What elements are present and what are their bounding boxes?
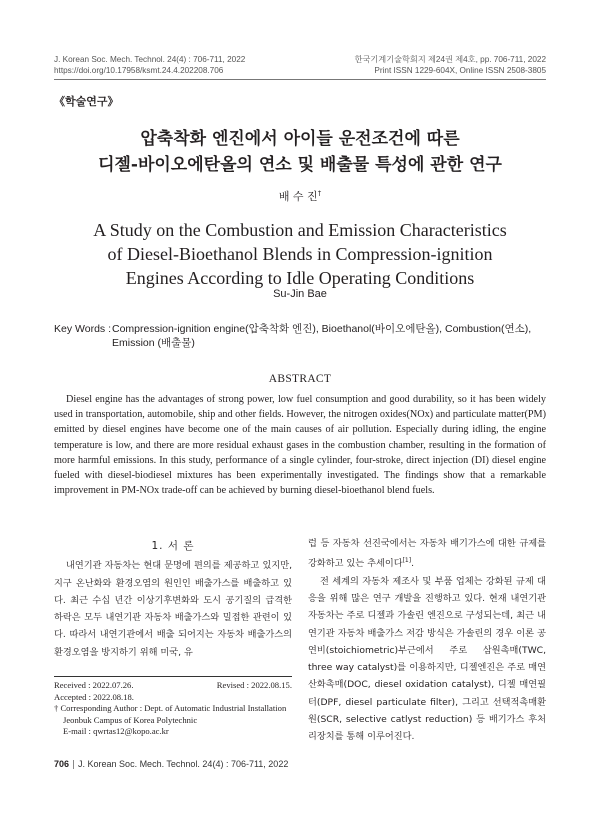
korean-journal-citation: 한국기계기술학회지 제24권 제4호, pp. 706-711, 2022 [354, 55, 546, 64]
paragraph-end: . [411, 558, 415, 570]
corresponding-author: † Corresponding Author : Dept. of Automatic Industrial Installation [54, 703, 287, 713]
body-paragraph: 전 세계의 자동차 제조사 및 부품 업체는 강화된 규제 대응을 위해 많은 연구 개발을 진행하고 있다. 현재 내연기관 자동차는 주로 디젤과 가솔린 엔진으로 구성되는데, 최근 내연기관 자동차 배출가스 저감 방식은 가솔린의 경우 이론 공연비(stoichiometric)부근에서 주로 삼원촉매(TWC, three way catalyst)를 이용하지만, 디젤엔진은 주로 매연 산화촉매(DOC, diesel oxidation catalyst), 디젤 매연필터(DPF, diesel particulate filter), 그리고 선택적촉매환원(SCR, selective catlyst reduction) 등 배기가스 후처리장치를 통해 이루어진다. [308, 575, 546, 743]
issn-line: Print ISSN 1229-604X, Online ISSN 2508-3805 [374, 66, 546, 75]
paragraph-text: 럽 등 자동차 선진국에서는 자동차 배기가스에 대한 규제를 강화하고 있는 추세이다 [308, 538, 546, 570]
keywords-text: Compression-ignition engine(압축착화 엔진), Bioethanol(바이오에탄올), Combustion(연소), Emission (배출물) [112, 323, 532, 349]
english-title-line-3: Engines According to Idle Operating Conditions [125, 268, 475, 288]
korean-title-line-1: 압축착화 엔진에서 아이들 운전조건에 따른 [140, 129, 460, 149]
revised-date: Revised : 2022.08.15. [216, 680, 292, 690]
footnote-block [54, 680, 292, 738]
dates-row [54, 680, 292, 692]
korean-title [40, 126, 560, 178]
abstract-text: Diesel engine has the advantages of strong power, low fuel consumption and good durability, so it has been widely used in transportation, automobile, ship and other fields. However, the nitrogen oxides(NOx) and particulate matter(PM) emitted by diesel engines have become one of the main causes of air pollution. Especially during idling, the engine temperature is low, and there are more residual exhaust gases in the combustion chamber, resulting in the formation of more harmful emissions. In this study, performance of a single cylinder, four-stroke, direct injection (DI) diesel engine fueled with diesel-biodiesel mixtures has been experimentally investigated. The findings show that a remarkable improvement in PM-NOx trade-off can be achieved by burning diesel-bioethanol blend fuels. [54, 394, 546, 497]
journal-citation: J. Korean Soc. Mech. Technol. 24(4) : 706-711, 2022 [54, 55, 246, 64]
accepted-date: Accepted : 2022.08.18. [54, 691, 134, 702]
body-column-right [308, 535, 546, 746]
korean-author [0, 188, 600, 204]
author-email[interactable]: E-mail : qwrtas12@kopo.ac.kr [63, 726, 169, 736]
english-title-line-2: of Diesel-Bioethanol Blends in Compression-ignition [107, 244, 493, 264]
body-column-left [54, 538, 292, 661]
english-title [40, 218, 560, 290]
korean-title-line-2: 디젤-바이오에탄올의 연소 및 배출물 특성에 관한 연구 [98, 155, 502, 175]
doi-link[interactable]: https://doi.org/10.17958/ksmt.24.4.202208.706 [54, 66, 224, 75]
page-footer [54, 759, 288, 769]
body-paragraph-continued [308, 535, 546, 573]
running-header-right [355, 54, 546, 76]
english-author: Su-Jin Bae [273, 288, 327, 300]
corresponding-author-mark: † [317, 189, 322, 198]
footer-separator [73, 760, 74, 769]
footnote-divider [54, 676, 292, 677]
running-header-left [54, 54, 245, 76]
header-divider [54, 79, 546, 80]
korean-author-name: 배 수 진 [278, 190, 318, 203]
article-category: 《학술연구》 [54, 96, 119, 108]
section-heading: 1. 서 론 [151, 540, 195, 552]
keywords [54, 322, 546, 350]
body-paragraph: 내연기관 자동차는 현대 문명에 편의를 제공하고 있지만, 지구 온난화와 환경오염의 원인인 배출가스를 배출하고 있다. 최근 수십 년간 이상기후변화와 도시 공기질의 급격한 하락은 모두 내연기관 자동차 배출가스와 밀접한 관련이 있다. 따라서 내연기관에서 배출 되어지는 자동차 배출가스의 환경오염을 방지하기 위해 미국, 유 [54, 560, 292, 658]
received-date: Received : 2022.07.26. [54, 680, 134, 690]
citation-reference[interactable]: [1] [402, 557, 412, 565]
keywords-label: Key Words : [54, 323, 111, 335]
footer-citation: J. Korean Soc. Mech. Technol. 24(4) : 706-711, 2022 [78, 759, 289, 769]
affiliation: Jeonbuk Campus of Korea Polytechnic [63, 714, 198, 725]
abstract-heading: ABSTRACT [268, 373, 332, 385]
page-number: 706 [54, 759, 70, 769]
english-title-line-1: A Study on the Combustion and Emission Characteristics [93, 220, 507, 240]
